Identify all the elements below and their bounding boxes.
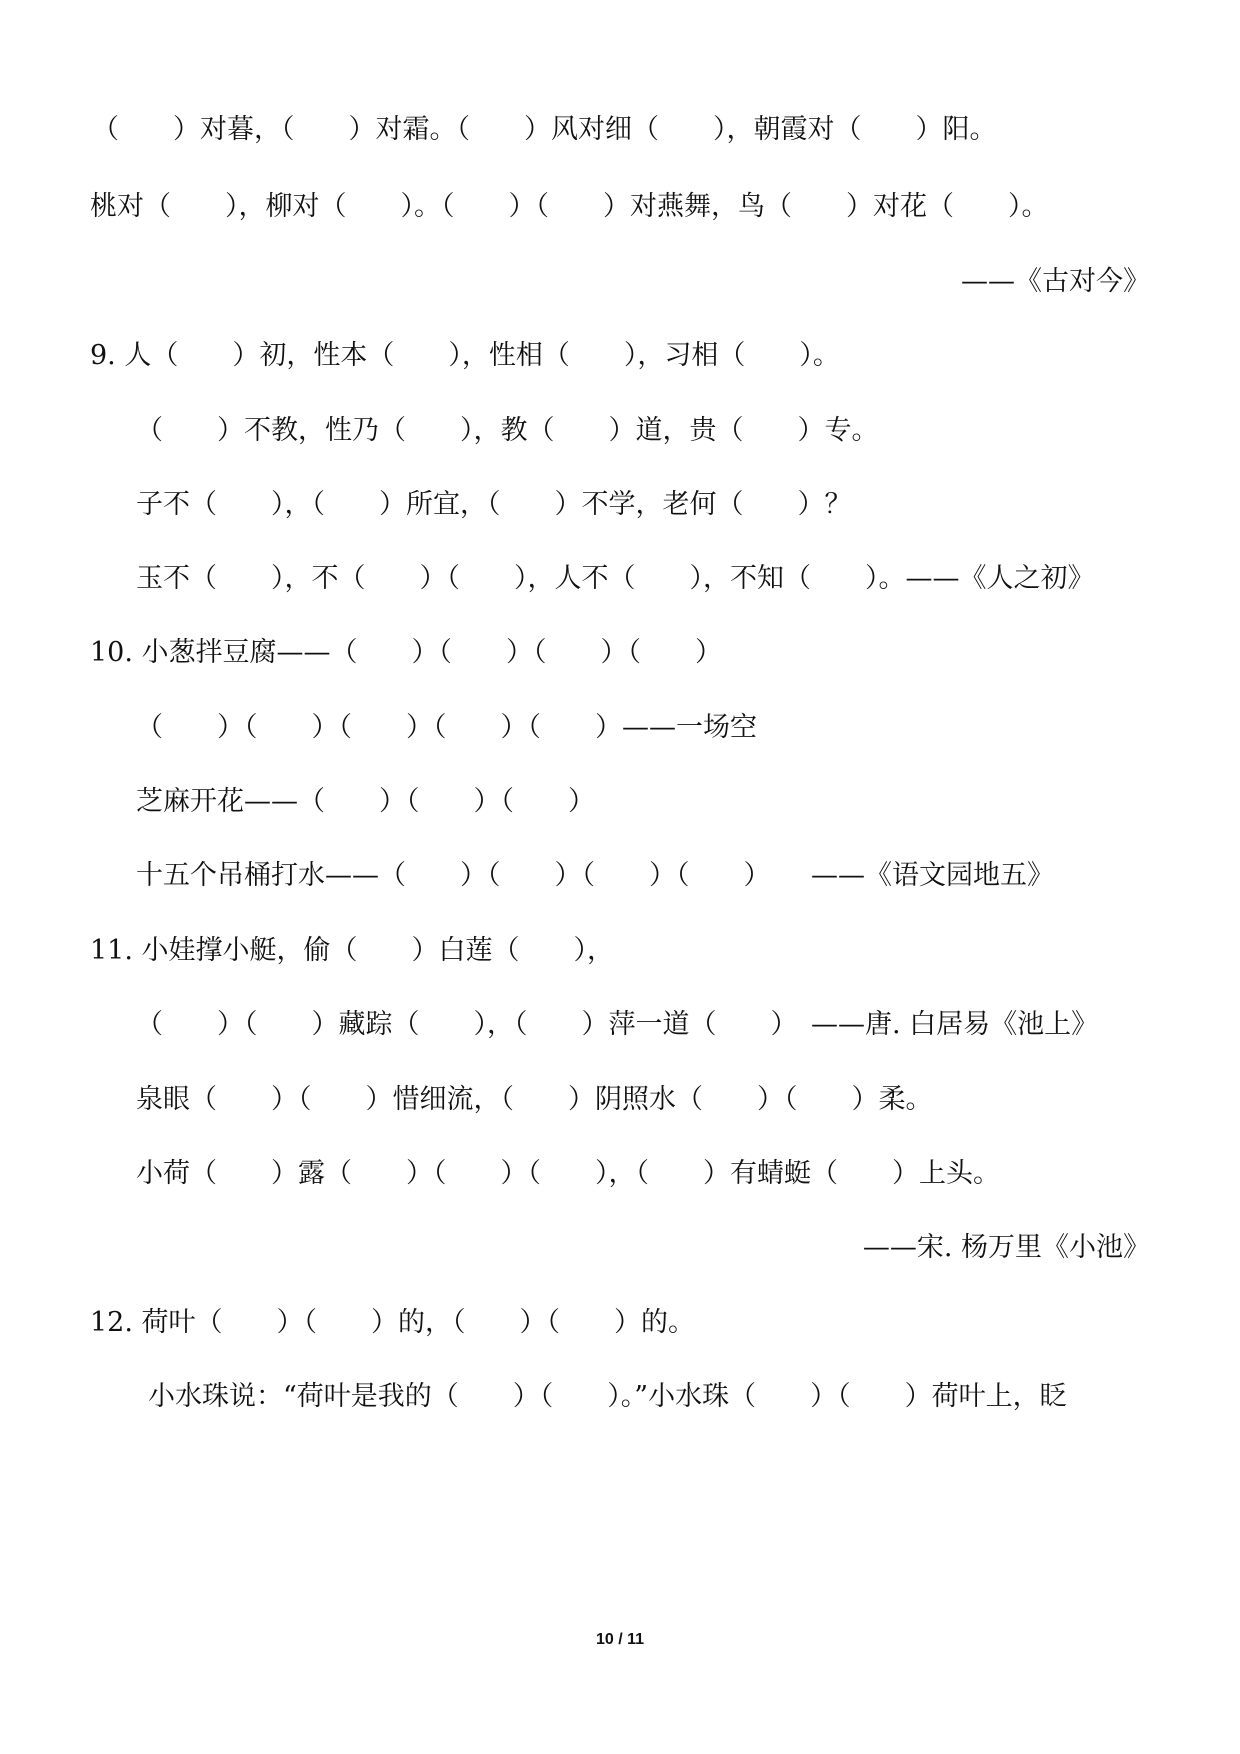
question-9-line-4: 玉不（ ），不（ ）（ ），人不（ ），不知（ ）。——《人之初》 bbox=[136, 563, 1095, 594]
question-12-line-1: 12. 荷叶（ ）（ ）的，（ ）（ ）的。 bbox=[90, 1307, 696, 1338]
page-number: 10 / 11 bbox=[595, 1631, 645, 1648]
question-10-line-1: 10. 小葱拌豆腐——（ ）（ ）（ ）（ ） bbox=[90, 637, 723, 668]
source-attribution-xiao-chi: ——宋. 杨万里《小池》 bbox=[862, 1232, 1150, 1263]
question-11-line-1: 11. 小娃撑小艇，偷（ ）白莲（ ）， bbox=[90, 935, 615, 966]
question-10-line-2: （ ）（ ）（ ）（ ）（ ）——一场空 bbox=[136, 712, 757, 743]
source-attribution-gu-dui-jin: ——《古对今》 bbox=[961, 266, 1150, 297]
question-11-line-3: 泉眼（ ）（ ）惜细流，（ ）阴照水（ ）（ ）柔。 bbox=[136, 1084, 933, 1115]
text-line-1: （ ）对暮，（ ）对霜。（ ）风对细（ ），朝霞对（ ）阳。 bbox=[92, 114, 997, 145]
question-9-line-2: （ ）不教，性乃（ ），教（ ）道，贵（ ）专。 bbox=[136, 415, 879, 446]
question-10-line-4: 十五个吊桶打水——（ ）（ ）（ ）（ ） ——《语文园地五》 bbox=[136, 860, 1054, 891]
question-11-line-4: 小荷（ ）露（ ）（ ）（ ），（ ）有蜻蜓（ ）上头。 bbox=[136, 1158, 1000, 1189]
question-9-line-3: 子不（ ），（ ）所宜，（ ）不学，老何（ ）？ bbox=[136, 489, 852, 520]
question-12-line-2: 小水珠说：“荷叶是我的（ ）（ ）。”小水珠（ ）（ ）荷叶上，眨 bbox=[148, 1381, 1067, 1412]
question-10-line-3: 芝麻开花——（ ）（ ）（ ） bbox=[136, 786, 595, 817]
text-line-2: 桃对（ ），柳对（ ）。（ ）（ ）对燕舞，鸟（ ）对花（ ）。 bbox=[90, 191, 1049, 222]
question-9-line-1: 9. 人（ ）初，性本（ ），性相（ ），习相（ ）。 bbox=[90, 340, 840, 371]
question-11-line-2: （ ）（ ）藏踪（ ），（ ）萍一道（ ） ——唐. 白居易《池上》 bbox=[136, 1009, 1099, 1040]
